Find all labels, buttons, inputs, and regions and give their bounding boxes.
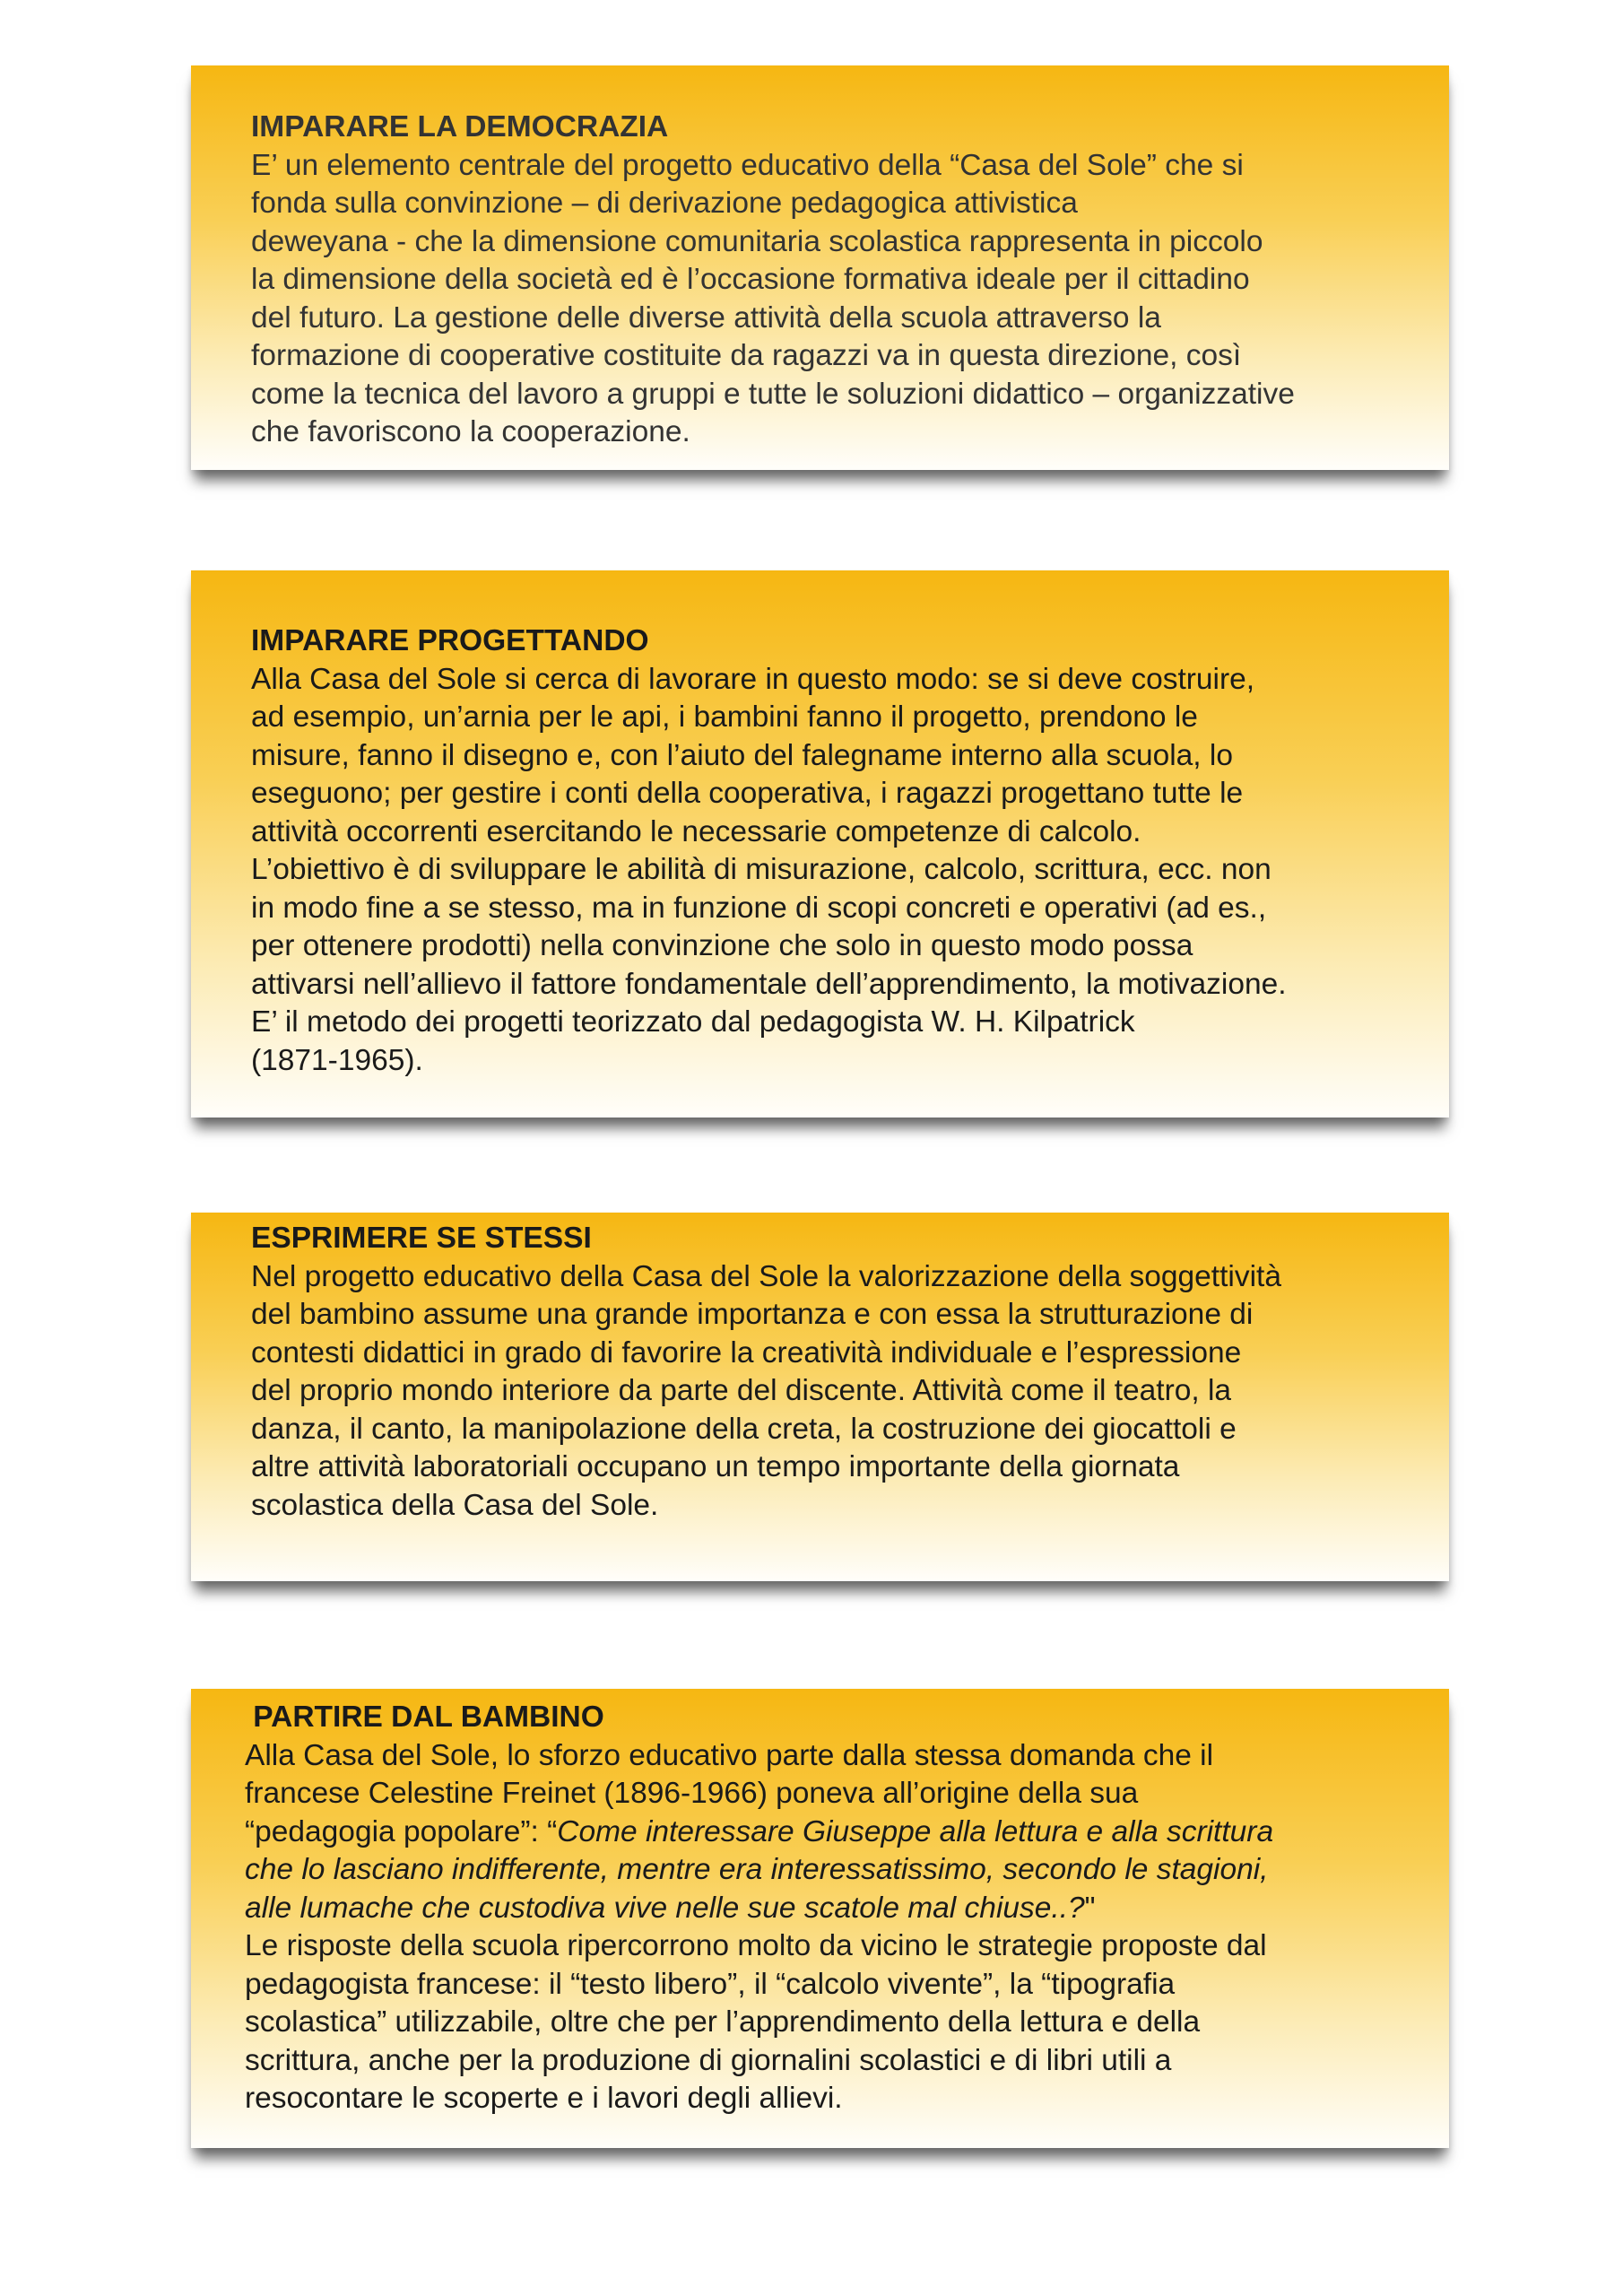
text-line: contesti didattici in grado di favorire la creatività individuale e l’espressione [251,1335,1242,1370]
text-line: scolastica della Casa del Sole. [251,1488,659,1522]
section-card-democrazia [191,65,1449,470]
section-body [251,1220,1395,1525]
text-line: scrittura, anche per la produzione di giornalini scolastici e di libri utili a [245,2043,1172,2077]
text-line: resocontare le scoperte e i lavori degli allievi. [245,2082,843,2115]
text-line: Alla Casa del Sole si cerca di lavorare in questo modo: se si deve costruire, [251,662,1255,696]
text-line: E’ il metodo dei progetti teorizzato dal pedagogista W. H. Kilpatrick [251,1005,1135,1039]
text-line: Alla Casa del Sole, lo sforzo educativo parte dalla stessa domanda che il [245,1738,1214,1772]
section-body [245,1699,1395,2118]
text-line: del proprio mondo interiore da parte del discente. Attività come il teatro, la [251,1374,1232,1407]
text-line: che favoriscono la cooperazione. [251,415,690,448]
text-line: E’ un elemento centrale del progetto educativo della “Casa del Sole” che si [251,148,1244,182]
text-line: del futuro. La gestione delle diverse attività della scuola attraverso la [251,300,1161,335]
text-line: la dimensione della società ed è l’occasione formativa ideale per il cittadino [251,263,1250,296]
section-card-bambino [191,1689,1449,2148]
text-line: in modo fine a se stesso, ma in funzione di scopi concreti e operativi (ad es., [251,891,1267,925]
text-line [245,1813,1395,1852]
text-line [245,1890,1395,1928]
text-line: scolastica” utilizzabile, oltre che per l’apprendimento della lettura e della [245,2005,1201,2039]
text-line: francese Celestine Freinet (1896-1966) poneva all’origine della sua [245,1777,1139,1810]
quote-text: alle lumache che custodiva vive nelle sue scatole mal chiuse..? [245,1891,1085,1925]
text-line: ad esempio, un’arnia per le api, i bambini fanno il progetto, prendono le [251,700,1198,734]
text-line: Le risposte della scuola ripercorrono molto da vicino le strategie proposte dal [245,1929,1267,1962]
text-line: danza, il canto, la manipolazione della creta, la costruzione dei giocattoli e [251,1412,1237,1446]
section-title: IMPARARE LA DEMOCRAZIA [251,110,669,144]
section-card-progettando [191,570,1449,1118]
section-card-esprimere [191,1213,1449,1581]
section-title: PARTIRE DAL BAMBINO [245,1700,604,1734]
section-body [251,622,1395,1080]
text-line: per ottenere prodotti) nella convinzione che solo in questo modo possa [251,929,1193,962]
text-line: L’obiettivo è di sviluppare le abilità di misurazione, calcolo, scrittura, ecc. non [251,853,1271,886]
quote-text: Come interessare Giuseppe alla lettura e alla scrittura [557,1814,1274,1848]
text-line: Nel progetto educativo della Casa del Sole la valorizzazione della soggettività [251,1259,1281,1293]
text-line: (1871-1965). [251,1043,423,1077]
quote-text: che lo lasciano indifferente, mentre era interessatissimo, secondo le stagioni, [245,1853,1269,1886]
section-title: IMPARARE PROGETTANDO [251,624,649,657]
text-line: formazione di cooperative costituite da ragazzi va in questa direzione, così [251,339,1242,372]
text-line: attivarsi nell’allievo il fattore fondamentale dell’apprendimento, la motivazione. [251,967,1287,1001]
text-line: misure, fanno il disegno e, con l’aiuto del falegname interno alla scuola, lo [251,738,1233,772]
text-segment: " [1084,1891,1096,1925]
text-line: del bambino assume una grande importanza e con essa la strutturazione di [251,1298,1254,1331]
text-line: altre attività laboratoriali occupano un tempo importante della giornata [251,1450,1180,1483]
text-line: eseguono; per gestire i conti della cooperativa, i ragazzi progettano tutte le [251,777,1244,810]
text-line: attività occorrenti esercitando le necessarie competenze di calcolo. [251,814,1141,848]
text-line: fonda sulla convinzione – di derivazione pedagogica attivistica [251,187,1078,220]
section-body [251,109,1395,452]
section-title: ESPRIMERE SE STESSI [251,1222,592,1255]
text-segment: “pedagogia popolare”: “ [245,1814,558,1848]
text-line: come la tecnica del lavoro a gruppi e tutte le soluzioni didattico – organizzative [251,377,1295,411]
text-line: pedagogista francese: il “testo libero”, il “calcolo vivente”, la “tipografia [245,1967,1176,2001]
text-line: deweyana - che la dimensione comunitaria scolastica rappresenta in piccolo [251,224,1263,258]
